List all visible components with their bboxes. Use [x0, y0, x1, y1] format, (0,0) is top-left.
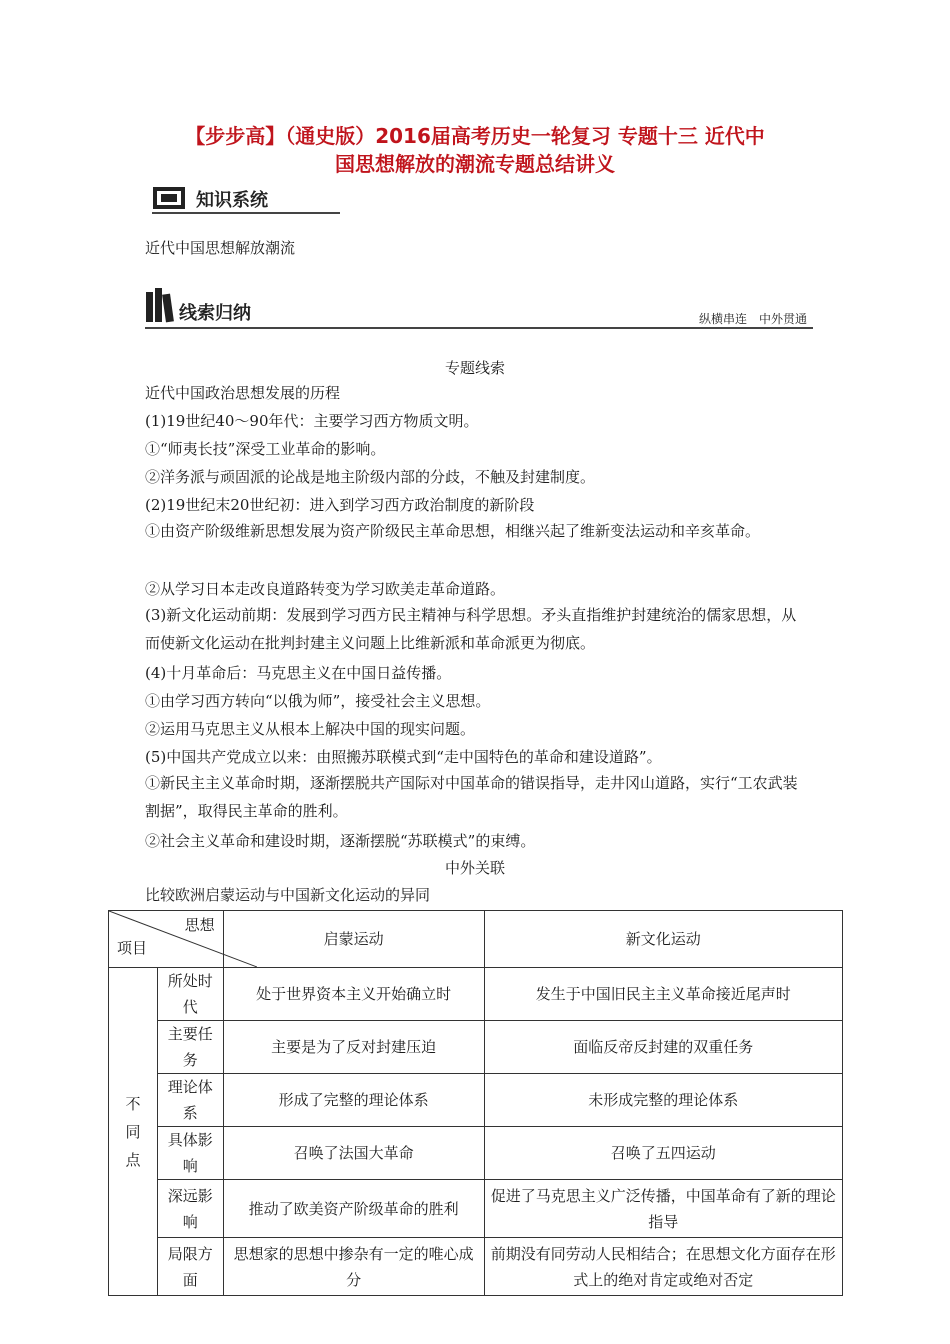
cell-enlightenment: 推动了欧美资产阶级革命的胜利 [223, 1180, 484, 1238]
table-row [109, 1074, 843, 1127]
knowledge-system-label: 知识系统 [196, 190, 268, 211]
table-row [109, 1021, 843, 1074]
paragraph: ②社会主义革命和建设时期，逐渐摆脱“苏联模式”的束缚。 [145, 832, 536, 850]
row-item: 局限方面 [158, 1238, 224, 1296]
comparison-table [108, 910, 843, 1296]
paragraph: ②运用马克思主义从根本上解决中国的现实问题。 [145, 720, 476, 738]
paragraph: 近代中国政治思想发展的历程 [145, 384, 341, 402]
table-intro: 比较欧洲启蒙运动与中国新文化运动的异同 [145, 886, 431, 904]
header-corner-top: 思想 [184, 916, 215, 934]
cell-new-culture: 发生于中国旧民主主义革命接近尾声时 [484, 968, 842, 1021]
row-item: 所处时代 [158, 968, 224, 1021]
paragraph: ①由学习西方转向“以俄为师”，接受社会主义思想。 [145, 692, 491, 710]
table-row [109, 1238, 843, 1296]
group-label-cell [109, 968, 158, 1296]
section-heading-clues: 专题线索 [444, 359, 505, 377]
book-icon [152, 186, 186, 212]
cell-enlightenment: 主要是为了反对封建压迫 [223, 1021, 484, 1074]
paragraph: ①由资产阶级维新思想发展为资产阶级民主革命思想，相继兴起了维新变法运动和辛亥革命。 [145, 522, 761, 540]
paragraph: (3)新文化运动前期：发展到学习西方民主精神与科学思想。矛头直指维护封建统治的儒家思想，从而使新文化运动在批判封建主义问题上比维新派和革命派更为彻底。 [145, 606, 797, 652]
knowledge-system-banner [152, 183, 342, 217]
clue-summary-label: 线索归纳 [179, 303, 251, 324]
banner-tagline: 纵横串连 中外贯通 [699, 312, 808, 326]
column-header: 启蒙运动 [223, 911, 484, 968]
table-row [109, 968, 843, 1021]
document-title-line2: 国思想解放的潮流专题总结讲义 [335, 152, 615, 176]
knowledge-text: 近代中国思想解放潮流 [145, 239, 296, 257]
section-heading-relations: 中外关联 [444, 859, 505, 877]
document-title [100, 122, 850, 178]
cell-new-culture: 促进了马克思主义广泛传播，中国革命有了新的理论指导 [484, 1180, 842, 1238]
table-header-row [109, 911, 843, 968]
cell-enlightenment: 召唤了法国大革命 [223, 1127, 484, 1180]
row-item: 主要任务 [158, 1021, 224, 1074]
group-label: 不同点 [125, 1094, 141, 1169]
paragraph: (4)十月革命后：马克思主义在中国日益传播。 [145, 664, 452, 682]
row-item: 深远影响 [158, 1180, 224, 1238]
banner-underline [152, 212, 340, 214]
paragraph: ②洋务派与顽固派的论战是地主阶级内部的分歧，不触及封建制度。 [145, 468, 596, 486]
banner-underline [145, 327, 813, 329]
header-corner-cell [109, 911, 224, 968]
column-header: 新文化运动 [484, 911, 842, 968]
paragraph: (1)19世纪40～90年代：主要学习西方物质文明。 [145, 412, 479, 430]
row-item: 理论体系 [158, 1074, 224, 1127]
cell-enlightenment: 处于世界资本主义开始确立时 [223, 968, 484, 1021]
paragraph: ①“师夷长技”深受工业革命的影响。 [145, 440, 386, 458]
cell-new-culture: 前期没有同劳动人民相结合；在思想文化方面存在形式上的绝对肯定或绝对否定 [484, 1238, 842, 1296]
clue-summary-banner [145, 286, 815, 330]
paragraph: ②从学习日本走改良道路转变为学习欧美走革命道路。 [145, 580, 506, 598]
table-row [109, 1180, 843, 1238]
cell-new-culture: 召唤了五四运动 [484, 1127, 842, 1180]
cell-enlightenment: 思想家的思想中掺杂有一定的唯心成分 [223, 1238, 484, 1296]
paragraph: (5)中国共产党成立以来：由照搬苏联模式到“走中国特色的革命和建设道路”。 [145, 748, 662, 766]
document-title-line1: 【步步高】（通史版）2016届高考历史一轮复习 专题十三 近代中 [185, 124, 765, 148]
books-icon [145, 288, 175, 324]
row-item: 具体影响 [158, 1127, 224, 1180]
cell-new-culture: 未形成完整的理论体系 [484, 1074, 842, 1127]
paragraph: (2)19世纪末20世纪初：进入到学习西方政治制度的新阶段 [145, 496, 535, 514]
paragraph: ①新民主主义革命时期，逐渐摆脱共产国际对中国革命的错误指导，走井冈山道路，实行“工农武装割据”，取得民主革命的胜利。 [145, 774, 798, 820]
table-row [109, 1127, 843, 1180]
cell-new-culture: 面临反帝反封建的双重任务 [484, 1021, 842, 1074]
header-corner-bottom: 项目 [117, 939, 148, 957]
cell-enlightenment: 形成了完整的理论体系 [223, 1074, 484, 1127]
